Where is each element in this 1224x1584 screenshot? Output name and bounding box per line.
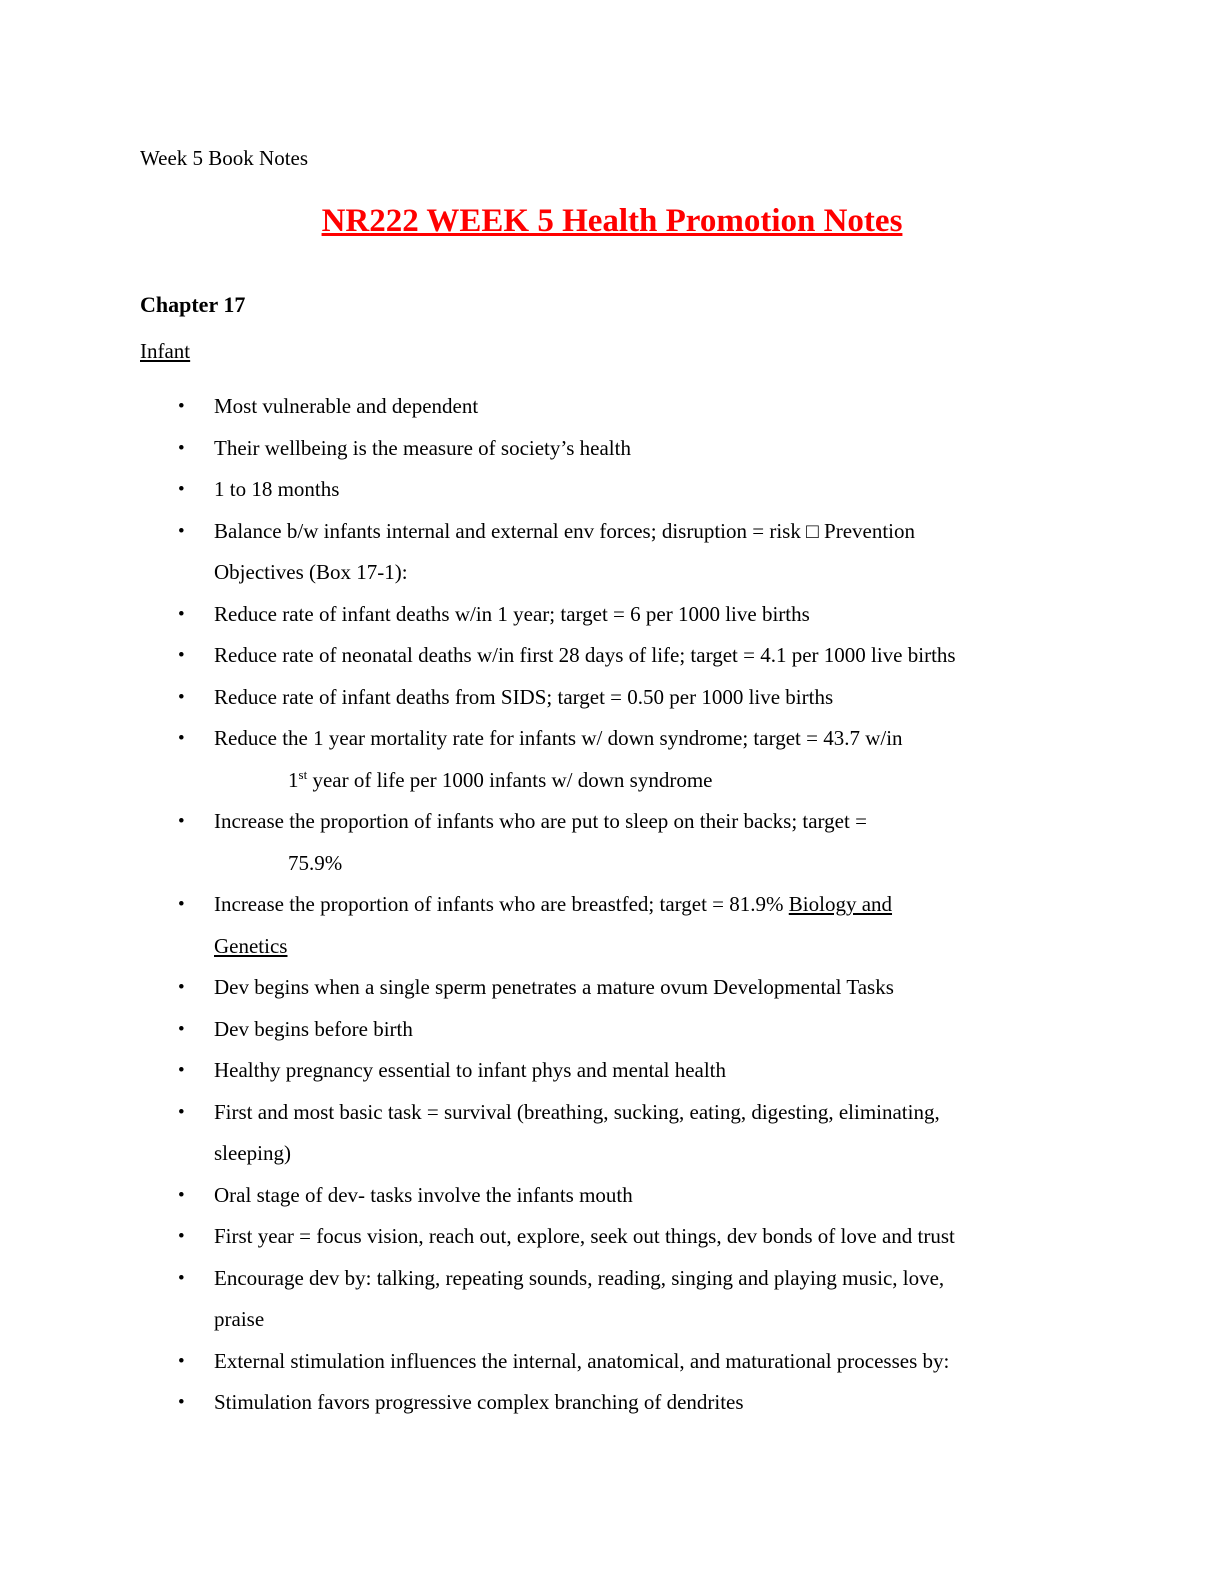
bullet-icon: • <box>178 811 185 832</box>
list-item <box>140 594 1104 636</box>
bullet-icon: • <box>178 977 185 998</box>
bullet-icon: • <box>178 603 185 625</box>
list-item-text: Reduce rate of neonatal deaths w/in first 28 days of life; target = 4.1 per 1000 live births <box>214 643 956 667</box>
list-item-text: year of life per 1000 infants w/ down syndrome <box>307 767 713 792</box>
list-item-text: Genetics <box>214 933 288 958</box>
list-item-text: st <box>298 766 308 782</box>
bullet-icon: • <box>178 728 185 749</box>
bullet-line <box>214 926 1104 968</box>
bullet-icon: • <box>178 437 185 459</box>
list-item-text: 1 to 18 months <box>214 477 340 501</box>
bullet-line <box>214 1258 1104 1300</box>
bullet-line <box>214 1050 1104 1092</box>
bullet-icon: • <box>178 1060 185 1081</box>
bullet-icon: • <box>178 396 185 417</box>
list-item-text: Increase the proportion of infants who are put to sleep on their backs; target = <box>214 809 867 833</box>
list-item <box>140 428 1104 470</box>
bullet-icon: • <box>178 1350 185 1372</box>
list-item <box>140 884 1104 967</box>
bullet-line <box>214 594 1104 636</box>
bullet-line <box>214 1341 1104 1383</box>
list-item <box>140 1175 1104 1217</box>
list-item-text: 75.9% <box>288 850 343 875</box>
bullet-line <box>214 718 1104 760</box>
list-item <box>140 386 1104 428</box>
bullet-icon: • <box>178 1226 185 1247</box>
list-item-text: sleeping) <box>214 1141 291 1165</box>
bullet-icon: • <box>178 1267 185 1289</box>
bullet-line <box>214 1133 1104 1175</box>
list-item-text: First year = focus vision, reach out, explore, seek out things, dev bonds of love and trust <box>214 1224 955 1248</box>
list-item <box>140 967 1104 1009</box>
bullet-icon: • <box>178 1184 185 1206</box>
list-item-text: First and most basic task = survival (breathing, sucking, eating, digesting, eliminating, <box>214 1099 940 1124</box>
bullet-line <box>214 1092 1104 1134</box>
list-item-text: Reduce the 1 year mortality rate for infants w/ down syndrome; target = 43.7 w/in <box>214 726 903 750</box>
bullet-line <box>288 760 1104 802</box>
bullet-line <box>214 1382 1104 1424</box>
list-item <box>140 1258 1104 1341</box>
notes-list <box>140 386 1104 1424</box>
list-item <box>140 1050 1104 1092</box>
list-item-text: Most vulnerable and dependent <box>214 394 479 418</box>
bullet-icon: • <box>178 645 185 666</box>
list-item <box>140 1216 1104 1258</box>
list-item-text: Reduce rate of infant deaths from SIDS; target = 0.50 per 1000 live births <box>214 684 834 709</box>
bullet-line <box>214 386 1104 428</box>
bullet-line <box>214 1299 1104 1341</box>
bullet-line <box>214 635 1104 677</box>
chapter-heading: Chapter 17 <box>140 292 246 317</box>
bullet-line <box>214 967 1104 1009</box>
list-item <box>140 1092 1104 1175</box>
list-item <box>140 677 1104 719</box>
list-item <box>140 1009 1104 1051</box>
list-item-text: Dev begins when a single sperm penetrates a mature ovum Developmental Tasks <box>214 975 894 999</box>
list-item <box>140 801 1104 884</box>
bullet-icon: • <box>178 686 185 708</box>
bullet-line <box>214 428 1104 470</box>
list-item-text: Stimulation favors progressive complex branching of dendrites <box>214 1390 744 1414</box>
bullet-icon: • <box>178 1018 185 1040</box>
list-item-text: Increase the proportion of infants who are breastfed; target = 81.9% <box>214 892 789 916</box>
list-item <box>140 1341 1104 1383</box>
bullet-line <box>214 884 1104 926</box>
list-item-text: Reduce rate of infant deaths w/in 1 year; target = 6 per 1000 live births <box>214 601 810 626</box>
section-heading: Infant <box>140 339 191 363</box>
bullet-line <box>214 1175 1104 1217</box>
list-item-text: Oral stage of dev- tasks involve the infants mouth <box>214 1182 633 1207</box>
list-item <box>140 469 1104 511</box>
doc-title: NR222 WEEK 5 Health Promotion Notes <box>321 203 903 239</box>
bullet-icon: • <box>178 894 185 915</box>
list-item-text: Objectives (Box 17-1): <box>214 560 408 584</box>
bullet-line <box>214 552 1104 594</box>
list-item <box>140 1382 1104 1424</box>
bullet-line <box>214 801 1104 843</box>
bullet-line <box>214 1009 1104 1051</box>
doc-header: Week 5 Book Notes <box>140 146 309 170</box>
list-item <box>140 635 1104 677</box>
list-item-text: External stimulation influences the internal, anatomical, and maturational processes by: <box>214 1348 950 1373</box>
bullet-line <box>214 469 1104 511</box>
bullet-icon: • <box>178 1392 185 1413</box>
list-item-text: 1 <box>288 767 299 792</box>
list-item-text: Healthy pregnancy essential to infant phys and mental health <box>214 1058 727 1082</box>
list-item-text: Balance b/w infants internal and external env forces; disruption = risk □ Prevention <box>214 518 915 543</box>
bullet-icon: • <box>178 479 185 500</box>
list-item <box>140 511 1104 594</box>
list-item-text: Encourage dev by: talking, repeating sounds, reading, singing and playing music, love, <box>214 1265 945 1290</box>
list-item-text: praise <box>214 1307 265 1331</box>
bullet-icon: • <box>178 520 185 542</box>
list-item-text: Biology and <box>788 892 893 916</box>
list-item-text: Their wellbeing is the measure of society’s health <box>214 435 631 460</box>
bullet-line <box>214 511 1104 553</box>
bullet-line <box>288 843 1104 885</box>
bullet-icon: • <box>178 1101 185 1123</box>
bullet-line <box>214 1216 1104 1258</box>
list-item-text: Dev begins before birth <box>214 1016 413 1041</box>
bullet-line <box>214 677 1104 719</box>
list-item <box>140 718 1104 801</box>
